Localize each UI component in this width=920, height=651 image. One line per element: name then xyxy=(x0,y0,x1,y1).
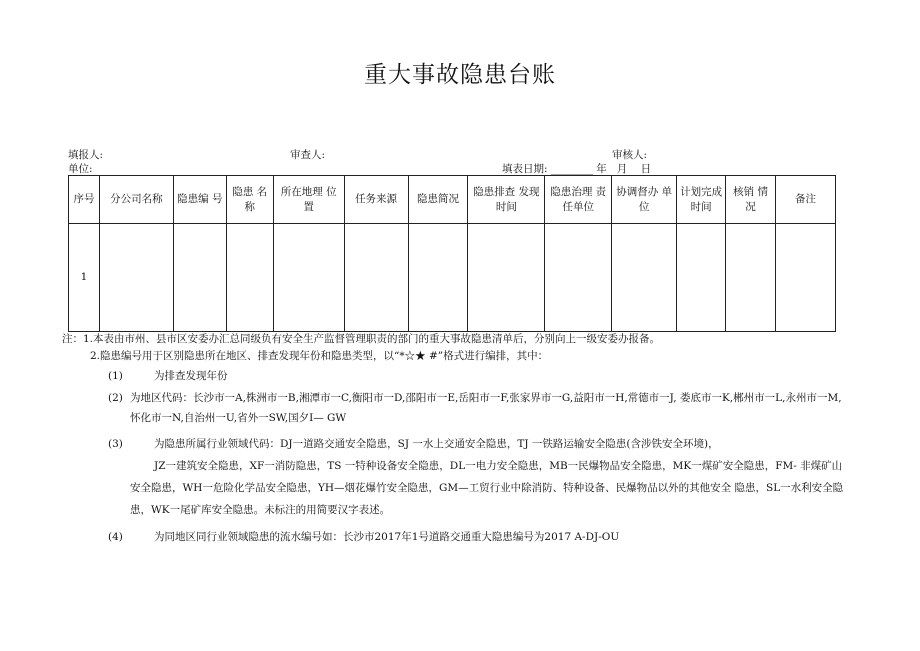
date-field xyxy=(502,161,651,176)
col-header-write-off: 核销 情况 xyxy=(726,176,776,224)
note-item-text: 为隐患所属行业领域代码：DJ一道路交通安全隐患，SJ 一水上交通安全隐患，TJ 一铁路运输安全隐患(含涉铁安全环境)， xyxy=(154,438,719,450)
table-cell xyxy=(677,224,726,332)
note-item-4 xyxy=(62,529,848,546)
table-row xyxy=(69,224,836,332)
unit-field: 单位: xyxy=(68,163,93,175)
table-cell xyxy=(99,224,173,332)
col-header-branch: 分公司名称 xyxy=(99,176,173,224)
table-cell xyxy=(344,224,408,332)
date-year: 年 xyxy=(596,163,607,175)
note-item-2 xyxy=(62,390,848,427)
col-header-remarks: 备注 xyxy=(776,176,836,224)
note-item-continuation xyxy=(130,455,848,521)
table-cell: 1 xyxy=(69,224,100,332)
note-item-text: 为排查发现年份 xyxy=(154,370,228,382)
col-header-task-source: 任务来源 xyxy=(344,176,408,224)
table-cell xyxy=(545,224,612,332)
note-item-number: (2) xyxy=(108,392,123,404)
note-item-text: 为地区代码：长沙市一A,株洲市一B,湘潭市一C,衡阳市一D,邵阳市一E,岳阳市一F,张家界市一G,益阳市一H,常德市一J, 娄底市一K,郴州市一L,永州市一M, xyxy=(130,392,842,404)
date-month: 月 xyxy=(616,163,628,175)
date-label: 填表日期: xyxy=(502,163,548,175)
table-header-row xyxy=(69,176,836,224)
reviewer-field: 审查人: xyxy=(290,149,326,161)
table-cell xyxy=(468,224,545,332)
table-cell xyxy=(408,224,468,332)
table-cell xyxy=(273,224,344,332)
col-header-responsible-unit: 隐患治理 责任单位 xyxy=(545,176,612,224)
approver-field: 审核人: xyxy=(612,149,648,161)
col-header-hazard-name: 隐患 名称 xyxy=(226,176,273,224)
col-header-hazard-code: 隐患编 号 xyxy=(173,176,226,224)
col-header-location: 所在地理 位置 xyxy=(273,176,344,224)
date-day: 日 xyxy=(640,163,652,175)
col-header-supervising-unit: 协调督办 单位 xyxy=(612,176,677,224)
date-blank: ________ xyxy=(550,163,593,175)
page-title: 重大事故隐患台账 xyxy=(364,62,556,88)
table-cell xyxy=(726,224,776,332)
col-header-discovery-time: 隐患排查 发现时间 xyxy=(468,176,545,224)
note-1: 注：1.本表由市州、县市区安委办汇总同级负有安全生产监督管理职责的部门的重大事故隐患清单后，分别向上一级安委办报备。 xyxy=(62,333,661,345)
note-item-number: (3) xyxy=(108,438,123,450)
note-item-1 xyxy=(62,368,848,385)
note-item-number: (1) xyxy=(108,370,123,382)
note-item-number: (4) xyxy=(108,531,123,543)
reporter-field: 填报人: xyxy=(68,149,104,161)
table-cell xyxy=(226,224,273,332)
hazard-ledger-table xyxy=(68,175,836,332)
col-header-index: 序号 xyxy=(69,176,100,224)
note-item-text: 为同地区同行业领域隐患的流水编号如：长沙市2017年1号道路交通重大隐患编号为2017 A-DJ-OU xyxy=(154,531,620,543)
notes-section xyxy=(62,331,848,546)
note-item-3 xyxy=(62,433,848,521)
col-header-planned-time: 计划完成时间 xyxy=(677,176,726,224)
table-cell xyxy=(776,224,836,332)
note-item-continuation: 怀化市一N,自治州一U,省外一SW,国夕I— GW xyxy=(130,412,347,424)
note-item-continuation-text: JZ一建筑安全隐患，XF一消防隐患，TS 一特种设备安全隐患，DL一电力安全隐患，MB一民爆物品安全隐患，MK一煤矿安全隐患，FM- 非煤矿山安全隐患，WH一危险化学品安全隐患，YH—烟花爆竹安全隐患，GM—工贸行业中除消防、特种设备、民爆物品以外的其他安全 隐患，SL一水利安全隐患，WK一尾矿库安全隐患。未标注的用简要汉字表述。 xyxy=(130,460,844,516)
table-cell xyxy=(612,224,677,332)
col-header-summary: 隐患简况 xyxy=(408,176,468,224)
table-cell xyxy=(173,224,226,332)
note-2: 2.隐患编号用于区别隐患所在地区、排查发现年份和隐患类型，以“*☆★ #”格式进行编排，其中： xyxy=(90,350,549,362)
